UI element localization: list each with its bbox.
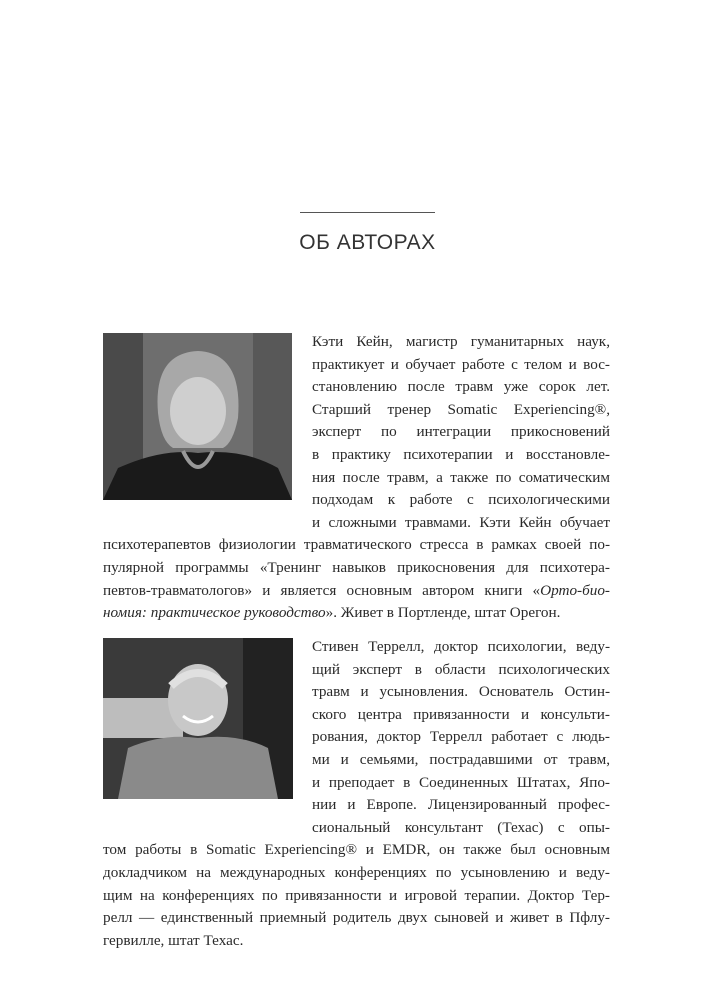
bio-line: эксперт по интеграции прикосновений: [312, 423, 610, 441]
bio-line: ния после травм, а также по соматическим: [312, 468, 610, 486]
bio-line: докладчиком на международных конференциях по усыновлению и веду-: [103, 864, 610, 881]
bio-line: номия: практическое руководство». Живет в Портленде, штат Орегон.: [103, 604, 561, 622]
bio-line: Кэти Кейн, магистр гуманитарных наук,: [312, 333, 610, 350]
bio-line: певтов-травматологов» и является основным автором книги «Орто-био-: [103, 581, 610, 599]
bio-line: и сложными травмами. Кэти Кейн обучает: [312, 513, 610, 531]
bio-line: в практику психотерапии и восстановле-: [312, 446, 610, 463]
bio-line: и преподает в Соединенных Штатах, Япо-: [312, 773, 610, 791]
bio-line: релл — единственный приемный родитель двух сыновей и живет в Пфлу-: [103, 909, 610, 927]
bio-line: пулярной программы «Тренинг навыков прикосновения для психотера-: [103, 559, 610, 576]
bio-line: нии и Европе. Лицензированный профес-: [312, 796, 610, 814]
bio-line: практикует и обучает работе с телом и вос-: [312, 355, 610, 373]
bio-line: ского центра привязанности и консульти-: [312, 705, 610, 723]
bio-line: щий эксперт в области психологических: [312, 660, 610, 678]
bio-line: Стивен Террелл, доктор психологии, веду-: [312, 638, 610, 655]
page-title: ОБ АВТОРАХ: [299, 231, 436, 254]
author-photo-kathy-kain: [103, 333, 292, 500]
bio-line: подходам к работе с психологическими: [312, 491, 610, 509]
bio-line: психотерапевтов физиологии травматического стресса в рамках своей по-: [103, 536, 610, 554]
bio-line: сиональный консультант (Техас) с опы-: [312, 818, 610, 836]
bio-line: щим на конференциях по привязанности и игровой терапии. Доктор Тер-: [103, 886, 610, 904]
bio-line: том работы в Somatic Experiencing® и EMDR, он также был основным: [103, 841, 610, 859]
author-photo-steven-terrell: [103, 638, 293, 799]
bio-line: ми и семьями, пострадавшими от травм,: [312, 751, 610, 768]
bio-line: травм и усыновления. Основатель Остин-: [312, 683, 610, 701]
bio-line: становлению после травм уже сорок лет.: [312, 378, 610, 396]
bio-line: рования, доктор Террелл работает с людь-: [312, 728, 610, 746]
bio-line: гервилле, штат Техас.: [103, 931, 244, 949]
heading-rule: [300, 212, 435, 213]
bio-line: Старший тренер Somatic Experiencing®,: [312, 400, 610, 418]
